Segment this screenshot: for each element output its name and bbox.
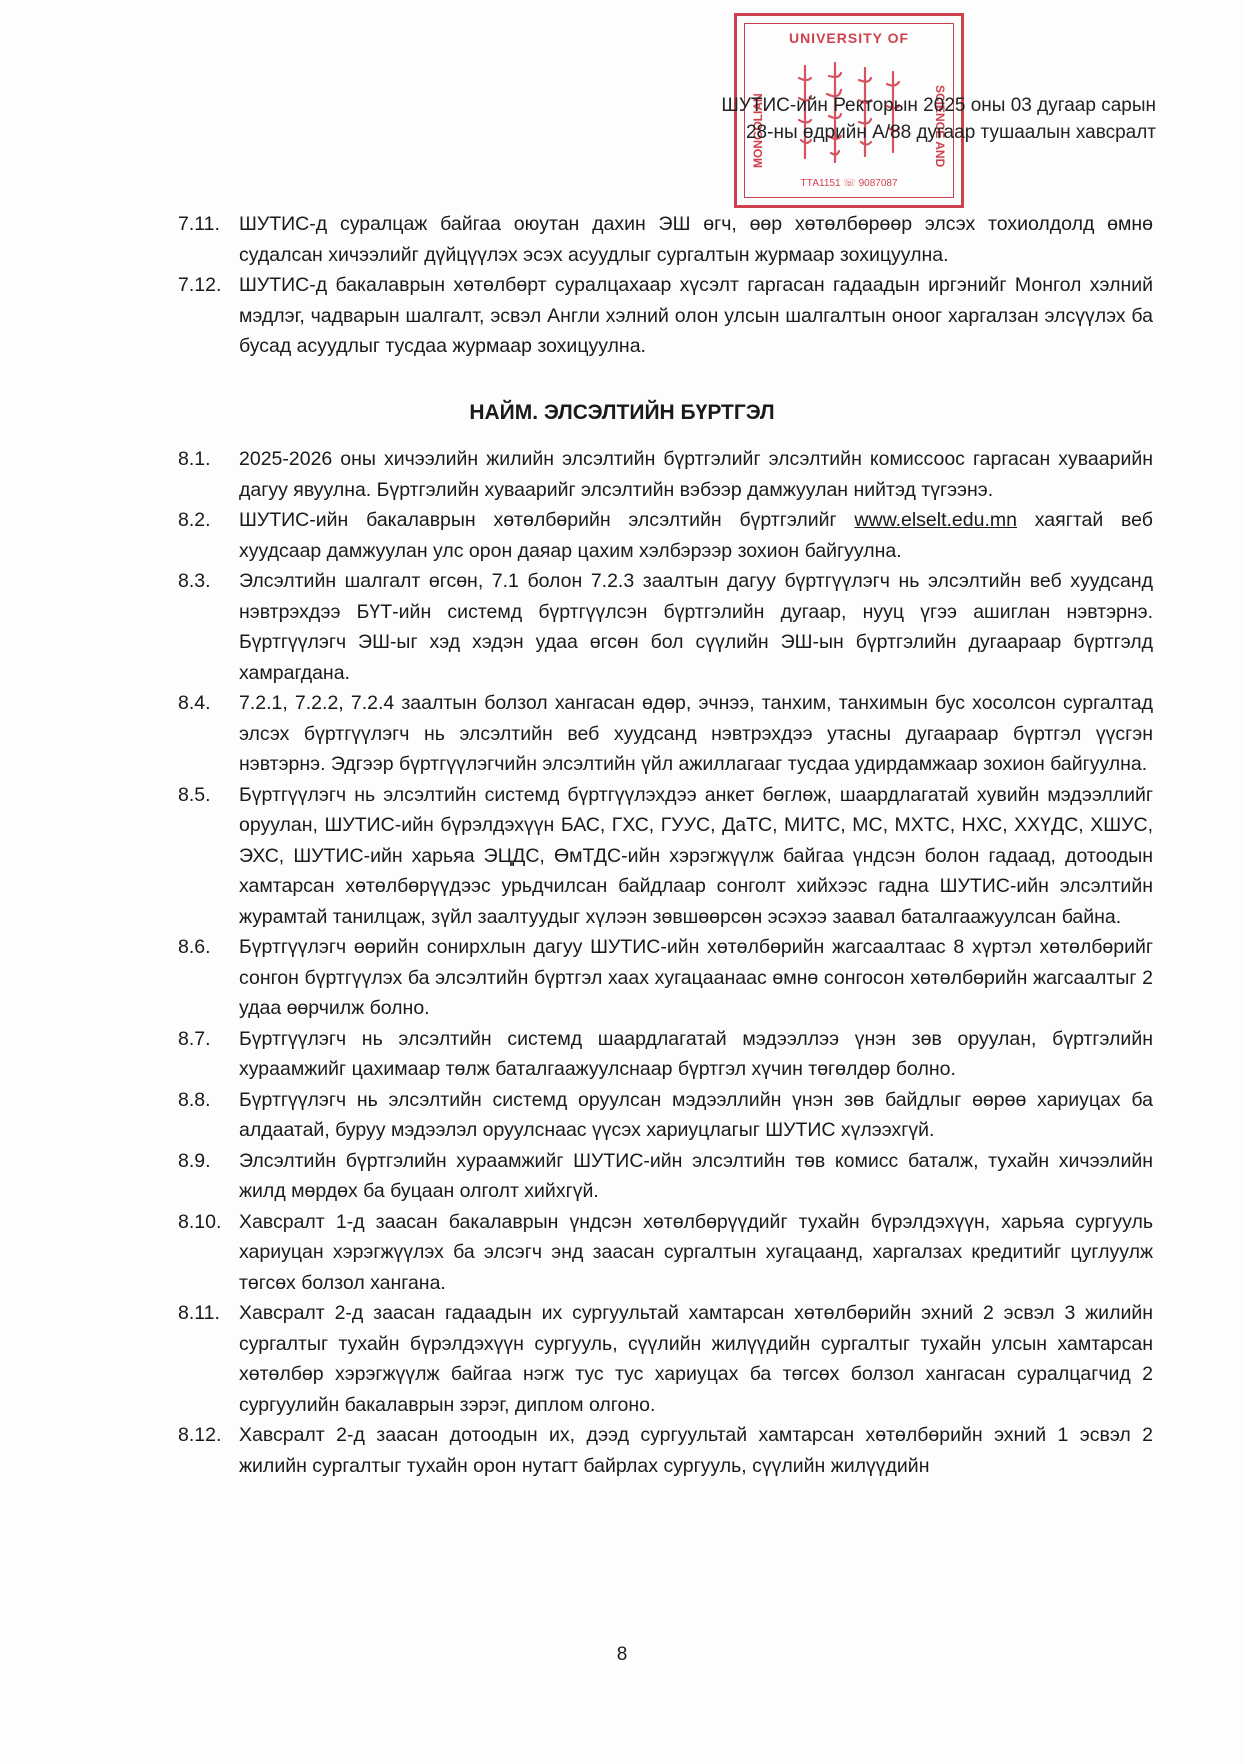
section-eight-list (178, 444, 1153, 1481)
item-number: 7.11. (178, 213, 220, 235)
list-item (178, 1024, 1153, 1085)
list-item (178, 1420, 1153, 1481)
item-number: 8.7. (178, 1027, 211, 1050)
stamp-code-text: ТТА1151 ☏ 9087087 (800, 178, 898, 189)
list-item (178, 209, 1153, 270)
item-number: 8.1. (178, 448, 211, 470)
item-number: 7.12. (178, 274, 222, 296)
item-number: 8.5. (178, 783, 211, 806)
header-line-2: 28-ны өдрийн А/88 дугаар тушаалын хавсралт (745, 122, 1156, 143)
header-line-1: ШУТИС-ийн Ректорын 2025 оны 03 дугаар сарын (721, 95, 1156, 116)
item-number: 8.10. (178, 1210, 222, 1233)
item-text: Бүртгүүлэгч нь элсэлтийн системд шаардлагатай мэдээллээ үнэн зөв оруулан, бүртгэлийн хураамжийг цахимаар төлж баталгаажуулснаар бүртгэл хүчин төгөлдөр болно. (239, 1027, 1153, 1080)
list-item (178, 1085, 1153, 1146)
item-number: 8.3. (178, 570, 211, 592)
section-title: НАЙМ. ЭЛСЭЛТИЙН БҮРТГЭЛ (469, 401, 775, 424)
stamp-right-text: SCIENCE AND (933, 84, 947, 168)
item-text: Бүртгүүлэгч нь элсэлтийн системд оруулсан мэдээллийн үнэн зөв байдлыг өөрөө хариуцах ба алдаатай, буруу мэдээлэл оруулснаас үүсэх хариуцлагыг ШУТИС хүлээхгүй. (239, 1088, 1153, 1141)
item-text (239, 505, 1153, 566)
item-text-after: хаягтай веб хуудсаар дамжуулан улс орон даяар цахим хэлбэрээр зохион байгуулна. (239, 509, 1153, 562)
list-item (178, 444, 1153, 505)
item-number: 8.12. (178, 1424, 222, 1446)
item-text: ШУТИС-д бакалаврын хөтөлбөрт суралцахаар хүсэлт гаргасан гадаадын иргэнийг Монгол хэлний мэдлэг, чадварын шалгалт, эсвэл Англи хэлний олон улсын шалгалтын оноог харгалзан элсүүлэх ба бусад асуудлыг тусдаа журмаар зохицуулна. (239, 274, 1153, 357)
list-item (178, 566, 1153, 688)
item-number: 8.8. (178, 1088, 211, 1111)
item-number: 8.11. (178, 1302, 220, 1324)
stamp-top-text: UNIVERSITY OF (788, 30, 910, 46)
list-item (178, 688, 1153, 780)
document-header (721, 92, 1156, 146)
list-item (178, 780, 1153, 933)
item-text: Бүртгүүлэгч нь элсэлтийн системд бүртгүүлэхдээ анкет бөглөж, шаардлагатай хувийн мэдээллийг оруулан, ШУТИС-ийн бүрэлдэхүүн БАС, ГХС, ГУУС, ДаТС, МИТС, МС, МХТС, НХС, ХХҮДС, ХШУС, ЭХС, ШУТИС-ийн харьяа ЭЦДС, ӨмТДС-ийн хэрэгжүүлж байгаа үндсэн болон гадаад, дотоодын хамтарсан хөтөлбөрүүдээс урьдчилсан байдлаар сонголт хийхээс гадна ШУТИС-ийн элсэлтийн журамтай танилцаж, зүйл заалтуудыг хүлээн зөвшөөрсөн эсэхээ заавал баталгаажуулсан байна. (239, 783, 1153, 928)
list-item (178, 1298, 1153, 1420)
item-text: Хавсралт 1-д заасан бакалаврын үндсэн хөтөлбөрүүдийг тухайн бүрэлдэхүүн, харьяа сургууль хариуцан хэрэгжүүлэх ба элсэгч энд заасан сургалтын хугацаанд, харгалзах кредитийг цуглуулж төгсөх болзол хангана. (239, 1210, 1153, 1294)
item-text: Хавсралт 2-д заасан гадаадын их сургуультай хамтарсан хөтөлбөрийн эхний 2 эсвэл 3 жилийн сургалтыг тухайн бүрэлдэхүүн сургууль, сүүлийн жилүүдийн сургалтыг тухайн улсын хамтарсан хөтөлбөр хэрэгжүүлж байгаа нэгж тус тус хариуцах ба төгсөх болзол хангасан суралцагчид 2 сургуулийн бакалаврын зэрэг, диплом олгоно. (239, 1302, 1153, 1416)
item-text: ШУТИС-д суралцаж байгаа оюутан дахин ЭШ өгч, өөр хөтөлбөрөөр элсэх тохиолдолд өмнө судалсан хичээлийг дүйцүүлэх эсэх асуудлыг сургалтын журмаар зохицуулна. (239, 213, 1153, 266)
section-seven-tail (178, 209, 1153, 362)
item-text: Бүртгүүлэгч өөрийн сонирхлын дагуу ШУТИС-ийн хөтөлбөрийн жагсаалтаас 8 хүртэл хөтөлбөрийг сонгон бүртгүүлэх ба элсэлтийн бүртгэл хаах хугацаанаас өмнө сонгосон хөтөлбөрийн жагсаалтыг 2 удаа өөрчилж болно. (239, 936, 1153, 1019)
item-text: Элсэлтийн бүртгэлийн хураамжийг ШУТИС-ийн элсэлтийн төв комисс баталж, тухайн хичээлийн жилд мөрдөх ба буцаан олголт хийхгүй. (239, 1149, 1153, 1202)
elselt-website-link[interactable]: www.elselt.edu.mn (854, 509, 1017, 531)
item-text: Элсэлтийн шалгалт өгсөн, 7.1 болон 7.2.3 заалтын дагуу бүртгүүлэгч нь элсэлтийн веб хуудсанд нэвтрэхдээ БҮТ-ийн системд бүртгүүлсэн бүртгэлийн дугаар, нууц үгээ ашиглан нэвтэрнэ. Бүртгүүлэгч ЭШ-ыг хэд хэдэн удаа өгсөн бол сүүлийн ЭШ-ын бүртгэлийн дугаараар бүртгэлд хамрагдана. (239, 570, 1153, 684)
item-number: 8.2. (178, 509, 211, 531)
item-number: 8.6. (178, 936, 211, 958)
list-item (178, 1146, 1153, 1207)
list-item (178, 270, 1153, 362)
list-item (178, 505, 1153, 566)
list-item (178, 932, 1153, 1024)
item-number: 8.4. (178, 692, 211, 714)
item-number: 8.9. (178, 1149, 211, 1172)
page-number: 8 (616, 1644, 628, 1665)
item-text: Хавсралт 2-д заасан дотоодын их, дээд сургуультай хамтарсан хөтөлбөрийн эхний 1 эсвэл 2 жилийн сургалтыг тухайн орон нутагт байрлах сургууль, сүүлийн жилүүдийн (239, 1424, 1153, 1477)
list-item (178, 1207, 1153, 1299)
item-text: 7.2.1, 7.2.2, 7.2.4 заалтын болзол хангасан өдөр, эчнээ, танхим, танхимын бус хосолсон сургалтад элсэх бүртгүүлэгч нь элсэлтийн веб хуудсанд нэвтрэхдээ утасны дугаараар бүртгэл үүсгэн нэвтэрнэ. Эдгээр бүртгүүлэгчийн элсэлтийн үйл ажиллагааг тусдаа удирдамжаар зохион байгуулна. (239, 692, 1153, 775)
item-text: 2025-2026 оны хичээлийн жилийн элсэлтийн бүртгэлийг элсэлтийн комиссоос гаргасан хуваарийн дагуу явуулна. Бүртгэлийн хуваарийг элсэлтийн вэбээр дамжуулан нийтэд түгээнэ. (239, 448, 1153, 501)
item-text-before: ШУТИС-ийн бакалаврын хөтөлбөрийн элсэлтийн бүртгэлийг (239, 509, 855, 531)
stamp-left-text: MONGOLIAN (751, 93, 765, 169)
